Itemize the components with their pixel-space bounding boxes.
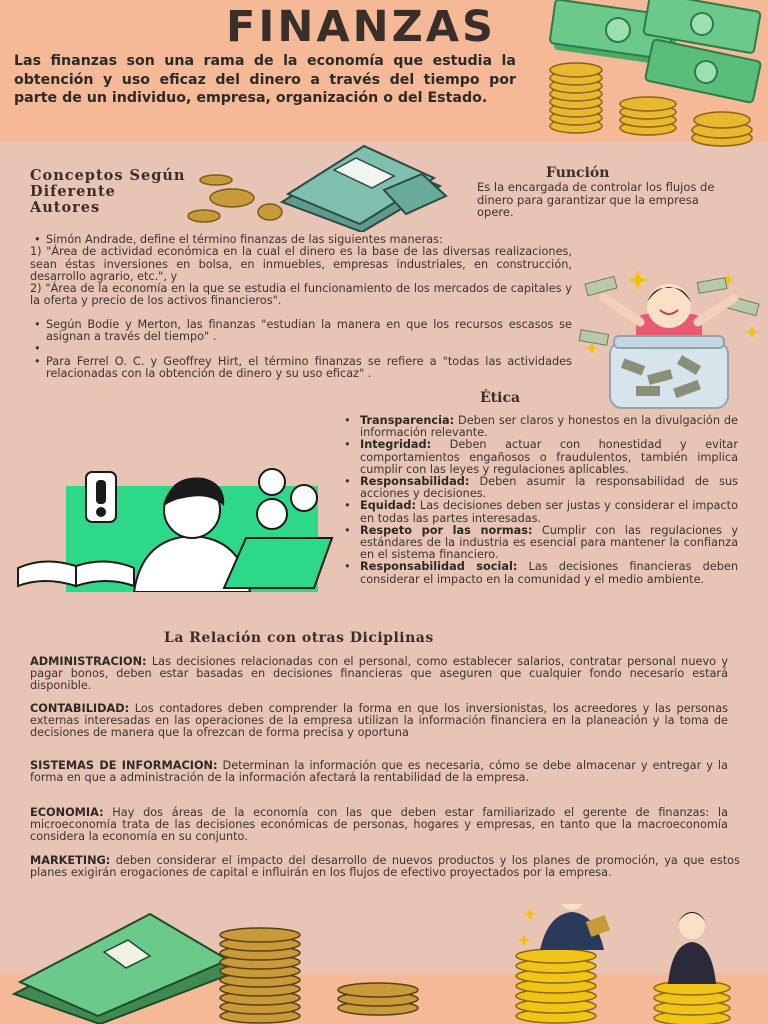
- etica-heading: Ética: [480, 390, 521, 406]
- conceptos-body: [30, 234, 572, 380]
- conceptos-heading: Conceptos Según Diferente Autores: [30, 167, 186, 216]
- concepto-bodie: • Según Bodie y Merton, las finanzas "estudian la manera en que los recursos escasos se asignan a través del tiempo" .: [30, 319, 572, 344]
- funcion-text: Es la encargada de controlar los flujos de dinero para garantizar que la empresa opere.: [477, 180, 715, 219]
- businessman-icon: [540, 904, 610, 950]
- etica-list: [342, 415, 738, 586]
- etica-item: • Responsabilidad: Deben asumir la responsabilidad de sus acciones y decisiones.: [342, 476, 738, 500]
- relacion-administracion: ADMINISTRACION: Las decisiones relacionadas con el personal, como establecer salarios, contratar personal nuevo y pagar bonos, deben estar basadas en decisiones financieras que aseguren que cualquier fondo necesario estará disponible.: [30, 655, 728, 693]
- businesswoman-icon: [668, 912, 716, 984]
- exclamation-icon: [86, 472, 116, 522]
- concepto-empty-bullet: [30, 343, 572, 355]
- etica-item: • Equidad: Las decisiones deben ser justas y considerar el impacto en todas las partes interesadas.: [342, 500, 738, 524]
- man-with-laptop-illustration: [14, 468, 340, 592]
- intro-paragraph: Las finanzas son una rama de la economía que estudia la obtención y uso eficaz del dinero a través del tiempo por parte de un individuo, empresa, organización o del Estado.: [14, 53, 516, 106]
- concepto-andrade-def2: 2) "Área de la economía en la que se estudia el funcionamiento de los mercados de capitales y la oferta y precio de los activos financieros".: [30, 282, 572, 308]
- relacion-sistemas: SISTEMAS DE INFORMACION: Determinan la información que es necesaria, cómo se debe almacenar y entregar y la forma en que a administración de la información afectará la rentabilidad de la empresa.: [30, 759, 728, 785]
- girl-with-money-jar-illustration: [578, 262, 768, 412]
- cash-and-coins-illustration: [184, 140, 450, 232]
- etica-item: • Integridad: Deben actuar con honestidad y evitar comportamientos engañosos o fraudulentos, también implica cumplir con las leyes y regulaciones aplicables.: [342, 439, 738, 476]
- money-stacks-illustration: [536, 0, 768, 150]
- page-title: FINANZAS: [225, 2, 497, 52]
- footer-money-illustration: [0, 904, 768, 1024]
- funcion-heading: Función: [546, 165, 610, 181]
- etica-item: • Responsabilidad social: Las decisiones financieras deben considerar el impacto en la comunidad y el medio ambiente.: [342, 561, 738, 585]
- money-jar-icon: [610, 336, 728, 408]
- relacion-contabilidad: CONTABILIDAD: Los contadores deben comprender la forma en que los inversionistas, los acreedores y las personas externas interesadas en las operaciones de la empresa utilizan la información financiera en la planeación y la toma de decisiones de manera que la ofrezcan de forma precisa y oportuna: [30, 702, 728, 740]
- banknote-bundle-icon: [282, 146, 446, 232]
- etica-item: • Transparencia: Deben ser claros y honestos en la divulgación de información relevante.: [342, 415, 738, 439]
- relacion-heading: La Relación con otras Diciplinas: [164, 630, 434, 646]
- etica-item: • Respeto por las normas: Cumplir con las regulaciones y estándares de la industria es esencial para mantener la confianza en el sistema financiero.: [342, 525, 738, 562]
- concepto-andrade-intro: • Simón Andrade, define el término finanzas de las siguientes maneras:: [30, 234, 572, 246]
- sparkle-icon: [517, 908, 537, 946]
- coin-icon: [188, 175, 282, 222]
- open-book-icon: [18, 561, 134, 586]
- relacion-economia: ECONOMIA: Hay dos áreas de la economía con las que deben estar familiarizado el gerente de finanzas: la microeconomía trata de las decisiones económicas de personas, hogares y empresas, en tanto que la macroeconomía considera la economía en su conjunto.: [30, 806, 728, 844]
- concepto-andrade-def1: 1) "Área de actividad económica en la cual el dinero es la base de las diversas realizaciones, sean éstas inversiones en bolsa, en inmuebles, empresas industriales, en construcción, desarrollo agrario, etc.", y: [30, 245, 572, 283]
- concepto-ferrel: • Para Ferrel O. C. y Geoffrey Hirt, el término finanzas se refiere a "todas las actividades relacionadas con la obtención de dinero y su uso eficaz" .: [30, 356, 572, 381]
- relacion-marketing: MARKETING: deben considerar el impacto del desarrollo de nuevos productos y los planes de promoción, ya que estos planes exigirán erogaciones de capital e influirán en los flujos de efectivo proyectados por la empresa.: [30, 854, 740, 880]
